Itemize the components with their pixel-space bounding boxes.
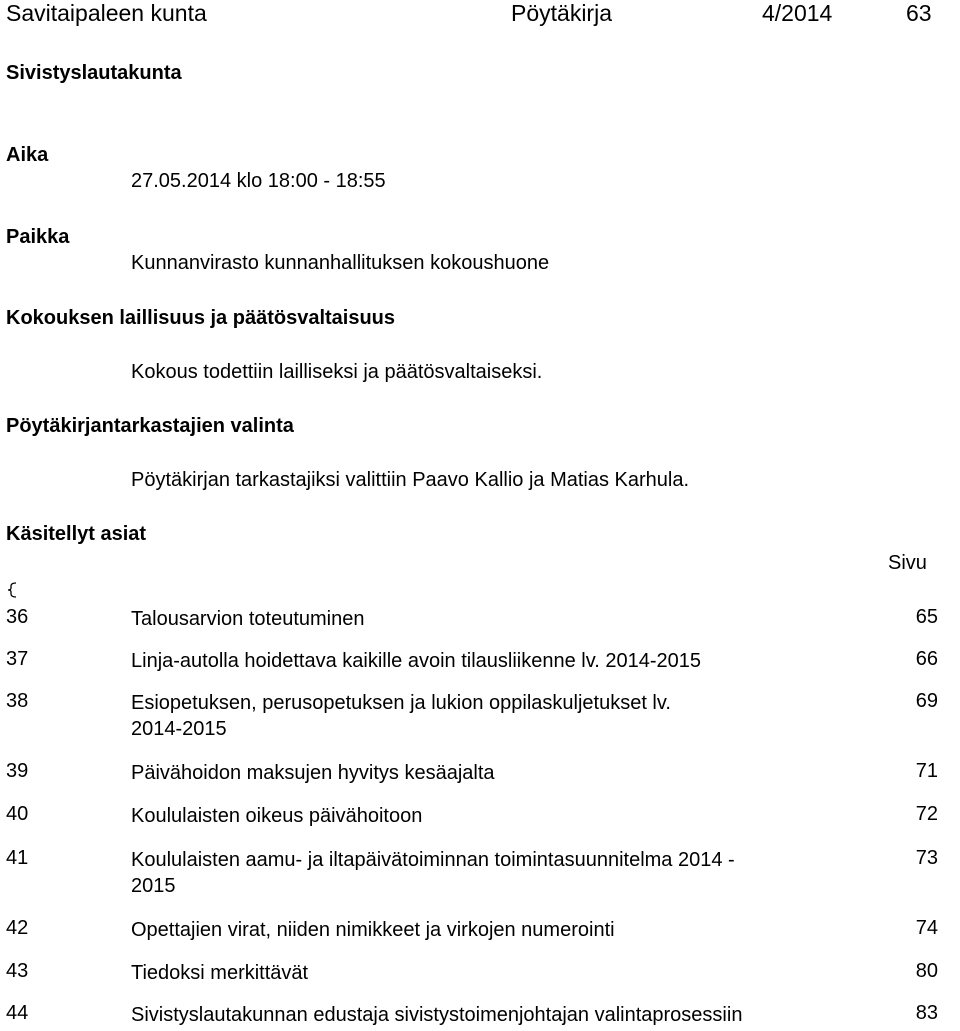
place-value: Kunnanvirasto kunnanhallituksen kokoushuone	[131, 252, 550, 274]
agenda-item	[0, 917, 960, 943]
agenda-item-title-line1: Sivistyslautakunnan edustaja sivistystoimenjohtajan valintaprosessiin	[131, 1004, 743, 1026]
time-label: Aika	[6, 144, 49, 166]
agenda-item-title	[131, 803, 422, 829]
agenda-item-number: 42	[6, 917, 29, 939]
agenda-item	[0, 760, 960, 786]
agenda-item-title	[131, 960, 308, 986]
agenda-heading: Käsitellyt asiat	[6, 523, 147, 545]
agenda-item-number: 36	[6, 606, 29, 628]
agenda-item-title-line1: Talousarvion toteutuminen	[131, 608, 365, 630]
agenda-item-title-line1: Tiedoksi merkittävät	[131, 962, 309, 984]
issue-number: 4/2014	[762, 0, 833, 26]
agenda-item-page: 73	[915, 847, 938, 869]
agenda-item-title-line2: 2014-2015	[131, 718, 227, 740]
agenda-item	[0, 606, 960, 632]
agenda-item	[0, 648, 960, 674]
time-value: 27.05.2014 klo 18:00 - 18:55	[131, 170, 386, 192]
agenda-item	[0, 847, 960, 897]
agenda-item	[0, 960, 960, 986]
agenda-item-page: 71	[915, 760, 938, 782]
agenda-item-number: 38	[6, 690, 29, 712]
document-type: Pöytäkirja	[511, 0, 612, 26]
agenda-item-page: 80	[915, 960, 938, 982]
committee-name: Sivistyslautakunta	[6, 62, 182, 84]
agenda-item-title	[131, 606, 364, 632]
reviewers-label: Pöytäkirjantarkastajien valinta	[6, 415, 294, 437]
agenda-item	[0, 1002, 960, 1028]
agenda-item-title	[131, 760, 495, 786]
agenda-item-title	[131, 847, 735, 899]
agenda-item-title-line2: 2015	[131, 875, 176, 897]
agenda-item-number: 37	[6, 648, 29, 670]
agenda-item-title	[131, 1002, 742, 1028]
page-number: 63	[906, 0, 932, 26]
agenda-item-page: 72	[915, 803, 938, 825]
agenda-item-number: 44	[6, 1002, 29, 1024]
agenda-item-page: 66	[915, 648, 938, 670]
agenda-item-page: 83	[915, 1002, 938, 1024]
agenda-item-page: 65	[915, 606, 938, 628]
agenda-item	[0, 690, 960, 740]
agenda-item-page: 74	[915, 917, 938, 939]
page-column-label: Sivu	[888, 552, 927, 574]
agenda-item-title	[131, 648, 701, 674]
organization-name: Savitaipaleen kunta	[6, 0, 207, 26]
agenda-item-title	[131, 917, 615, 943]
agenda-item-title-line1: Päivähoidon maksujen hyvitys kesäajalta	[131, 762, 495, 784]
legality-label: Kokouksen laillisuus ja päätösvaltaisuus	[6, 307, 396, 329]
agenda-item-title-line1: Opettajien virat, niiden nimikkeet ja virkojen numerointi	[131, 919, 615, 941]
agenda-item-number: 41	[6, 847, 29, 869]
reviewers-value: Pöytäkirjan tarkastajiksi valittiin Paavo Kallio ja Matias Karhula.	[131, 469, 690, 491]
agenda-item-title-line1: Linja-autolla hoidettava kaikille avoin tilausliikenne lv. 2014-2015	[131, 650, 701, 672]
agenda-item-title	[131, 690, 671, 742]
agenda-item-title-line1: Koululaisten aamu- ja iltapäivätoiminnan toimintasuunnitelma 2014 -	[131, 849, 735, 871]
agenda-item-number: 43	[6, 960, 29, 982]
agenda-item-number: 40	[6, 803, 29, 825]
agenda-item-title-line1: Esiopetuksen, perusopetuksen ja lukion oppilaskuljetukset lv.	[131, 692, 671, 714]
bracket-mark-icon	[6, 582, 20, 598]
agenda-item-number: 39	[6, 760, 29, 782]
legality-value: Kokous todettiin lailliseksi ja päätösvaltaiseksi.	[131, 361, 543, 383]
agenda-item	[0, 803, 960, 829]
agenda-item-page: 69	[915, 690, 938, 712]
agenda-item-title-line1: Koululaisten oikeus päivähoitoon	[131, 805, 423, 827]
place-label: Paikka	[6, 226, 70, 248]
